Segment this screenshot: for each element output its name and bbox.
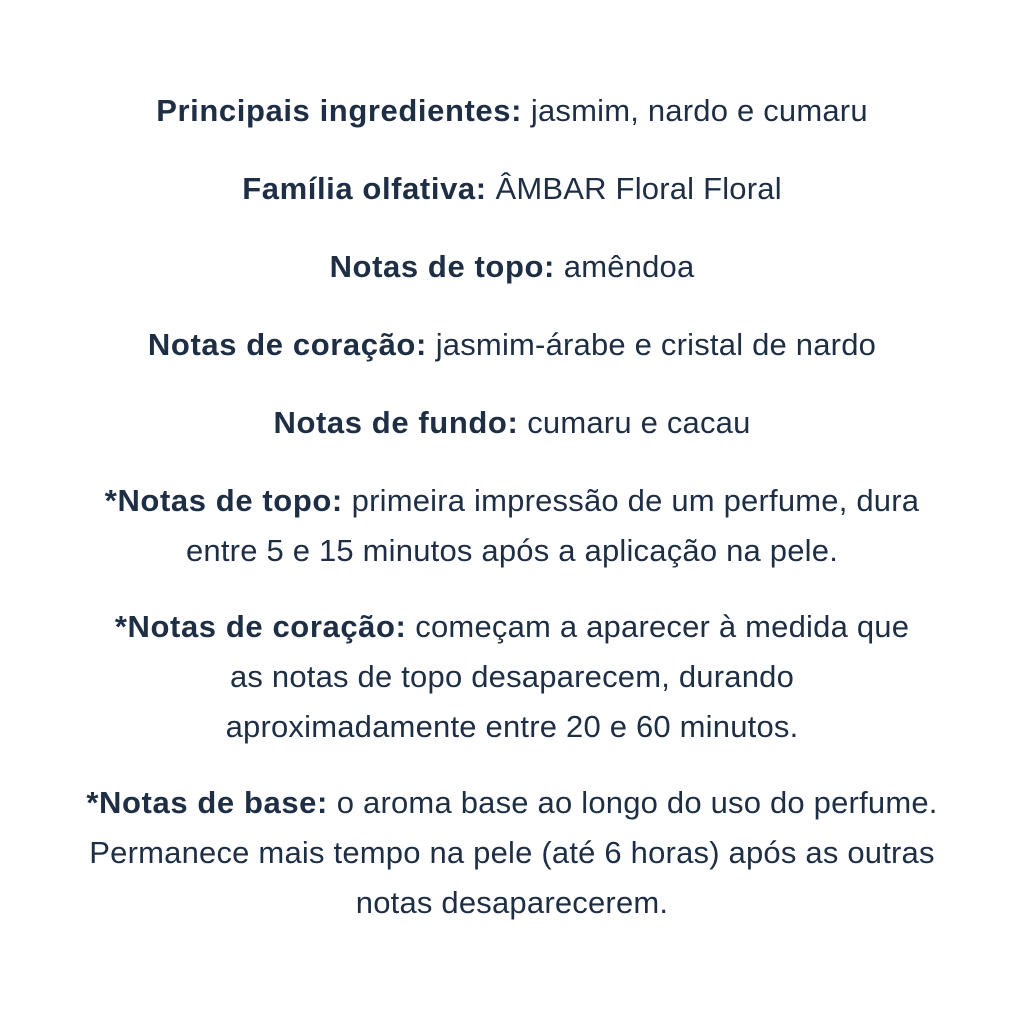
top-notes-definition-text: primeira impressão de um perfume, dura entre 5 e 15 minutos após a aplicação na pele. [185,483,920,568]
main-ingredients-label: Principais ingredientes: [156,93,523,128]
base-notes-label: Notas de fundo: [273,405,519,440]
olfactive-family-value: ÂMBAR Floral Floral [486,171,782,206]
base-notes-definition-text: o aroma base ao longo do uso do perfume. Permanece mais tempo na pele (até 6 horas) após as outras notas desaparecerem. [89,785,938,920]
heart-notes-definition-text: começam a aparecer à medida que as notas de topo desaparecem, durando aproximadamente entre 20 e 60 minutos. [225,609,910,744]
heart-notes-definition-label: *Notas de coração: [114,609,407,644]
olfactive-family-label: Família olfativa: [242,171,487,206]
heart-notes-definition [102,602,922,752]
heart-notes-line [0,320,1024,370]
base-notes-definition [72,778,952,928]
base-notes-definition-label: *Notas de base: [86,785,328,820]
top-notes-value: amêndoa [554,249,695,284]
heart-notes-label: Notas de coração: [147,327,427,362]
top-notes-definition [72,476,952,576]
base-notes-line [0,398,1024,448]
top-notes-label: Notas de topo: [329,249,555,284]
main-ingredients-value: jasmim, nardo e cumaru [522,93,868,128]
base-notes-value: cumaru e cacau [518,405,751,440]
olfactive-family-line [0,164,1024,214]
heart-notes-value: jasmim-árabe e cristal de nardo [426,327,877,362]
top-notes-line [0,242,1024,292]
main-ingredients-line [0,86,1024,136]
top-notes-definition-label: *Notas de topo: [104,483,343,518]
